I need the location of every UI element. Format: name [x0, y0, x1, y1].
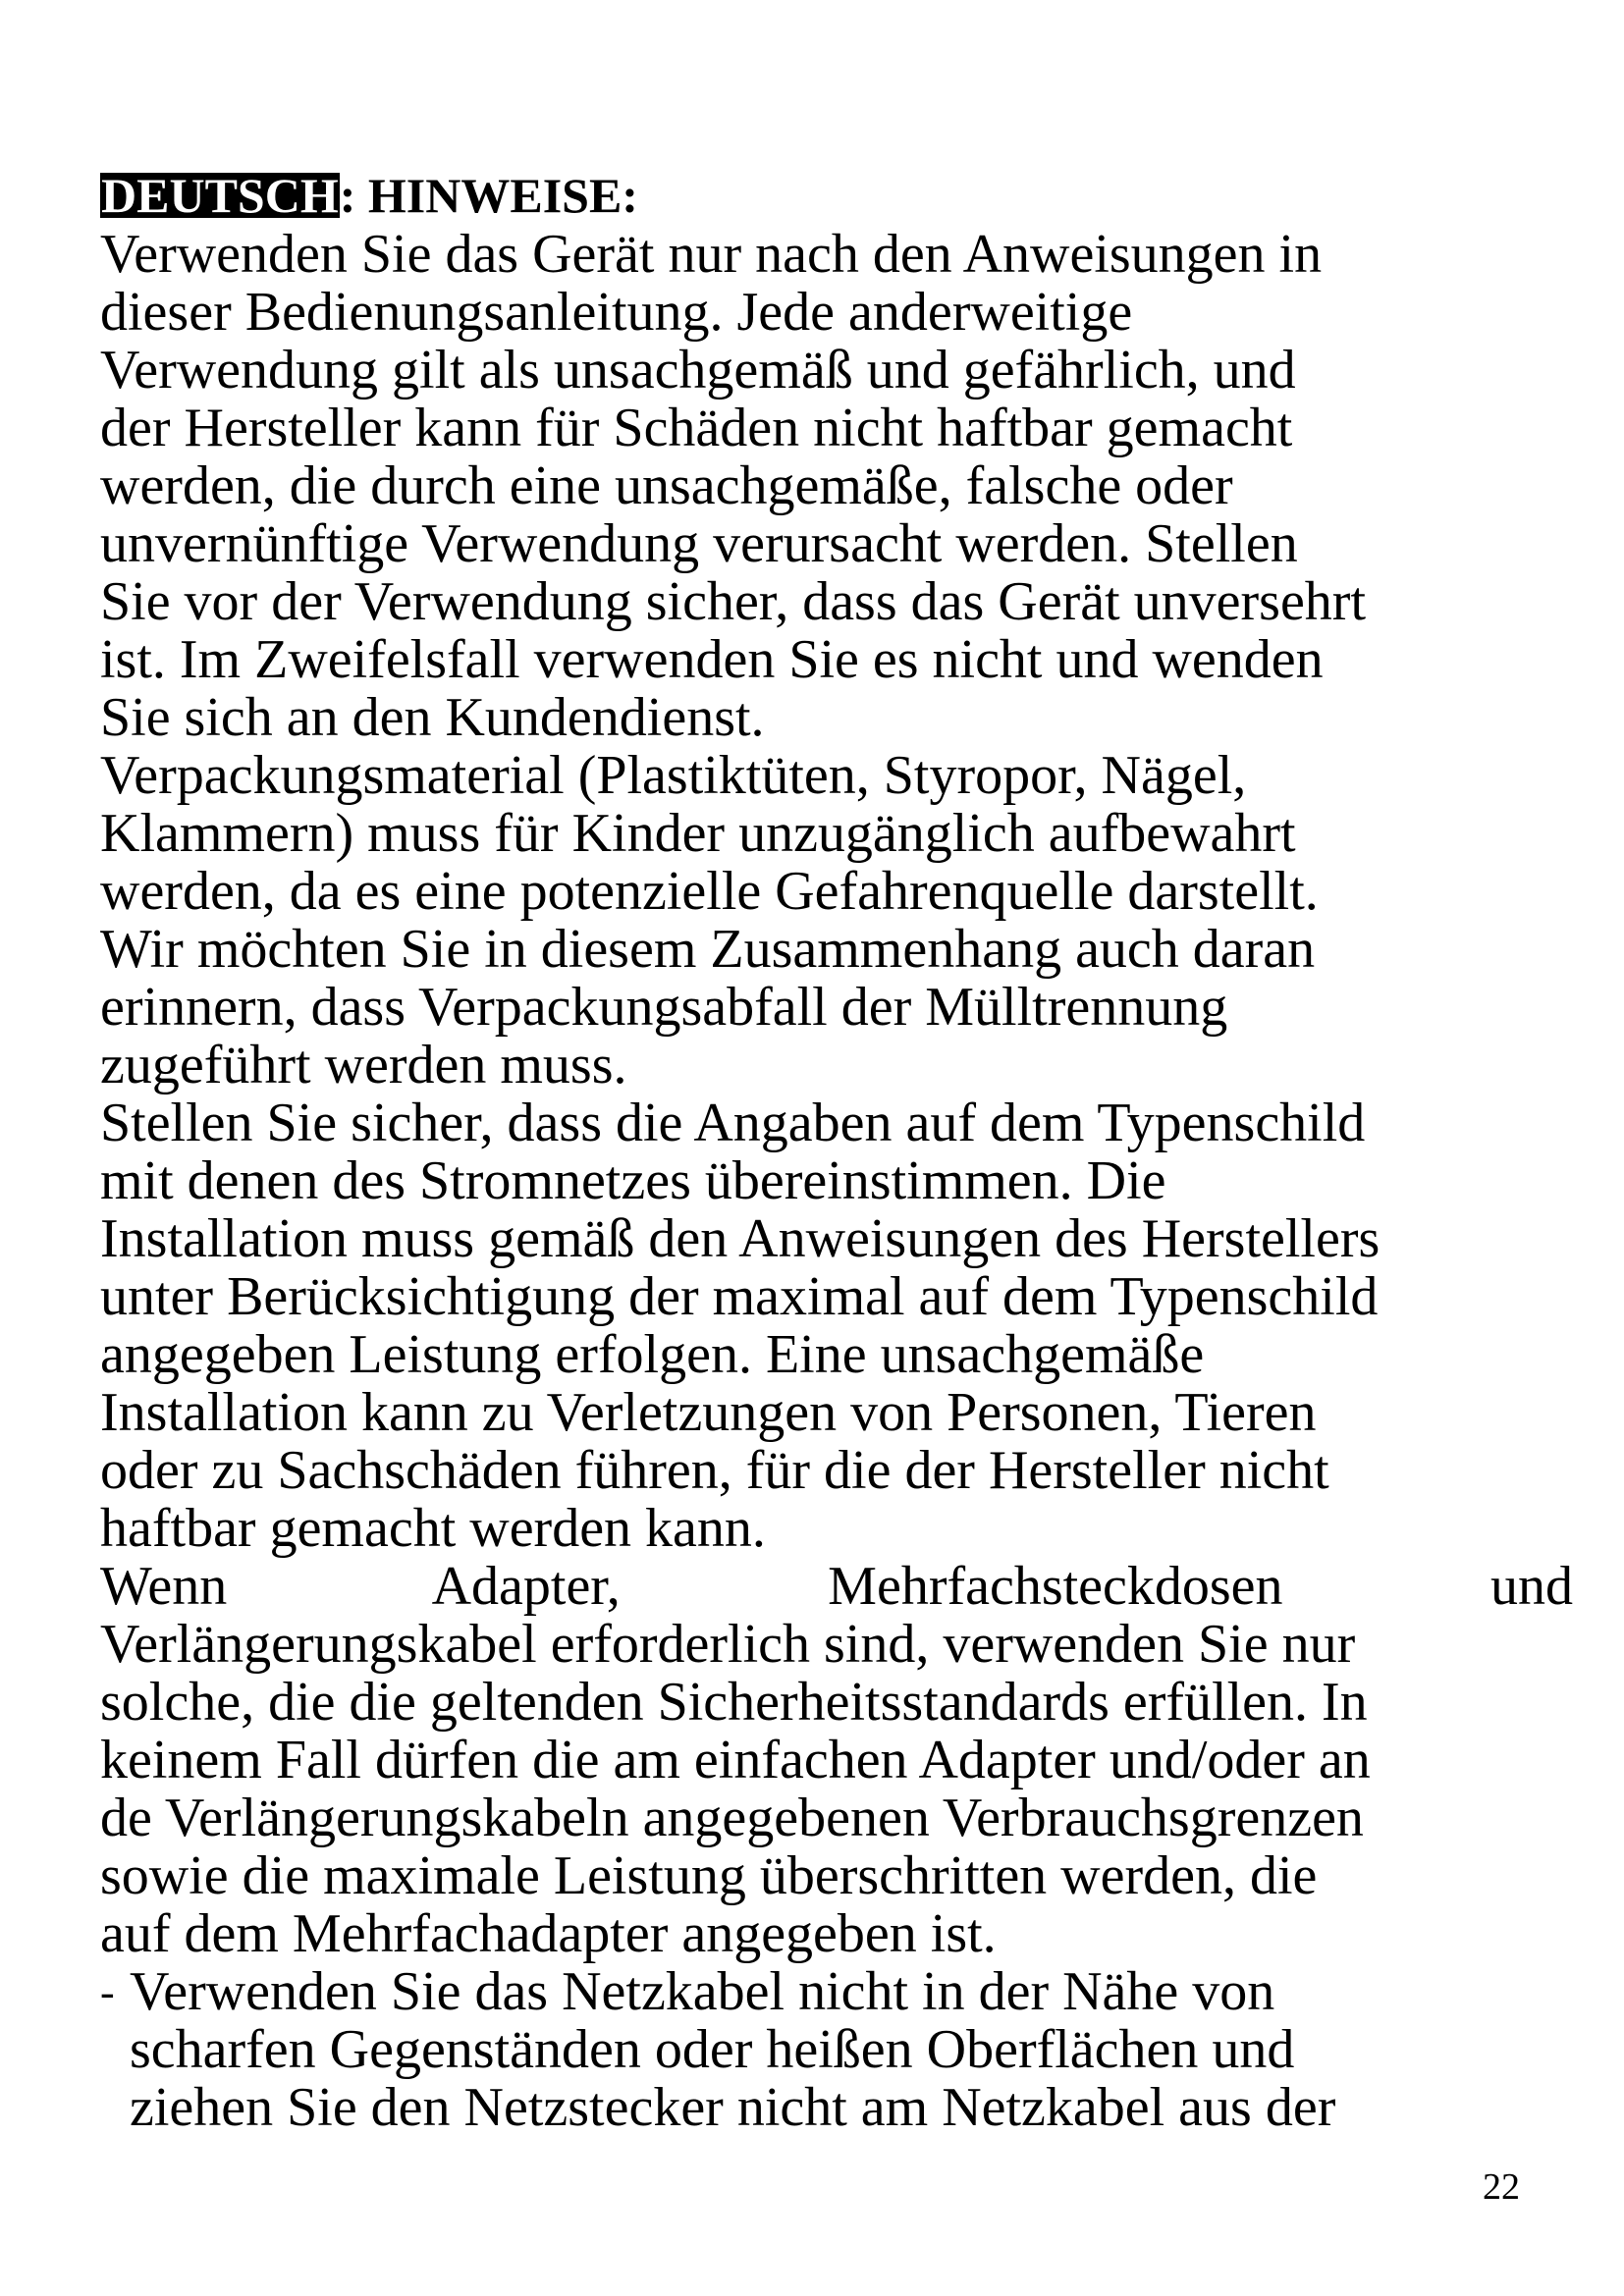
- text-line: Wenn Adapter, Mehrfachsteckdosen und: [100, 1556, 1573, 1617]
- text-line: werden, die durch eine unsachgemäße, falsche oder: [100, 455, 1233, 516]
- text-line: scharfen Gegenständen oder heißen Oberflächen und: [130, 2019, 1295, 2080]
- document-page: [100, 169, 1573, 2137]
- bullet-dash: -: [100, 1968, 115, 2016]
- text-line: Verwendung gilt als unsachgemäß und gefährlich, und: [100, 340, 1296, 400]
- text-line: Installation kann zu Verletzungen von Personen, Tieren: [100, 1382, 1317, 1443]
- text-line: unter Berücksichtigung der maximal auf dem Typenschild: [100, 1266, 1379, 1327]
- text-line: Installation muss gemäß den Anweisungen des Herstellers: [100, 1208, 1380, 1269]
- text-line: ist. Im Zweifelsfall verwenden Sie es nicht und wenden: [100, 629, 1324, 690]
- text-line: mit denen des Stromnetzes übereinstimmen. Die: [100, 1150, 1166, 1211]
- text-line: Sie vor der Verwendung sicher, dass das Gerät unversehrt: [100, 571, 1367, 632]
- text-line: erinnern, dass Verpackungsabfall der Mülltrennung: [100, 977, 1228, 1038]
- text-line: zugeführt werden muss.: [100, 1035, 627, 1095]
- heading-title: : HINWEISE:: [339, 168, 638, 223]
- language-badge: DEUTSCH: [101, 168, 339, 223]
- text-line: der Hersteller kann für Schäden nicht haftbar gemacht: [100, 398, 1293, 458]
- text-line: angegeben Leistung erfolgen. Eine unsachgemäße: [100, 1324, 1205, 1385]
- page-number: 22: [1483, 2166, 1520, 2208]
- text-line: dieser Bedienungsanleitung. Jede anderweitige: [100, 282, 1133, 343]
- text-line: Verlängerungskabel erforderlich sind, verwenden Sie nur: [100, 1614, 1356, 1675]
- text-line: Verpackungsmaterial (Plastiktüten, Styropor, Nägel,: [100, 745, 1247, 806]
- text-line: Wir möchten Sie in diesem Zusammenhang auch daran: [100, 919, 1316, 980]
- text-line: unvernünftige Verwendung verursacht werden. Stellen: [100, 513, 1298, 574]
- text-line: haftbar gemacht werden kann.: [100, 1498, 766, 1559]
- paragraph-adapters: [100, 1558, 1573, 1963]
- text-line: Verwenden Sie das Gerät nur nach den Anweisungen in: [100, 224, 1323, 285]
- section-heading: [100, 169, 1573, 222]
- text-line: oder zu Sachschäden führen, für die der Hersteller nicht: [100, 1440, 1329, 1501]
- bullet-first-line: [100, 1961, 1573, 2022]
- text-line: werden, da es eine potenzielle Gefahrenquelle darstellt.: [100, 861, 1319, 922]
- text-line: Verwenden Sie das Netzkabel nicht in der Nähe von: [130, 1961, 1275, 2022]
- paragraph-installation: [100, 1095, 1573, 1558]
- text-line: keinem Fall dürfen die am einfachen Adapter und/oder an: [100, 1730, 1371, 1790]
- text-line: solche, die die geltenden Sicherheitsstandards erfüllen. In: [100, 1672, 1368, 1733]
- text-line: Sie sich an den Kundendienst.: [100, 687, 765, 748]
- text-line: ziehen Sie den Netzstecker nicht am Netzkabel aus der: [130, 2077, 1336, 2138]
- bullet-item-power-cord: [100, 1963, 1573, 2137]
- text-line: Stellen Sie sicher, dass die Angaben auf dem Typenschild: [100, 1093, 1366, 1153]
- text-line: Klammern) muss für Kinder unzugänglich aufbewahrt: [100, 803, 1296, 864]
- paragraph-packaging: [100, 747, 1573, 1095]
- text-line: sowie die maximale Leistung überschritten werden, die: [100, 1845, 1318, 1906]
- paragraph-usage: [100, 226, 1573, 747]
- text-line: auf dem Mehrfachadapter angegeben ist.: [100, 1903, 997, 1964]
- text-line: de Verlängerungskabeln angegebenen Verbrauchsgrenzen: [100, 1788, 1364, 1848]
